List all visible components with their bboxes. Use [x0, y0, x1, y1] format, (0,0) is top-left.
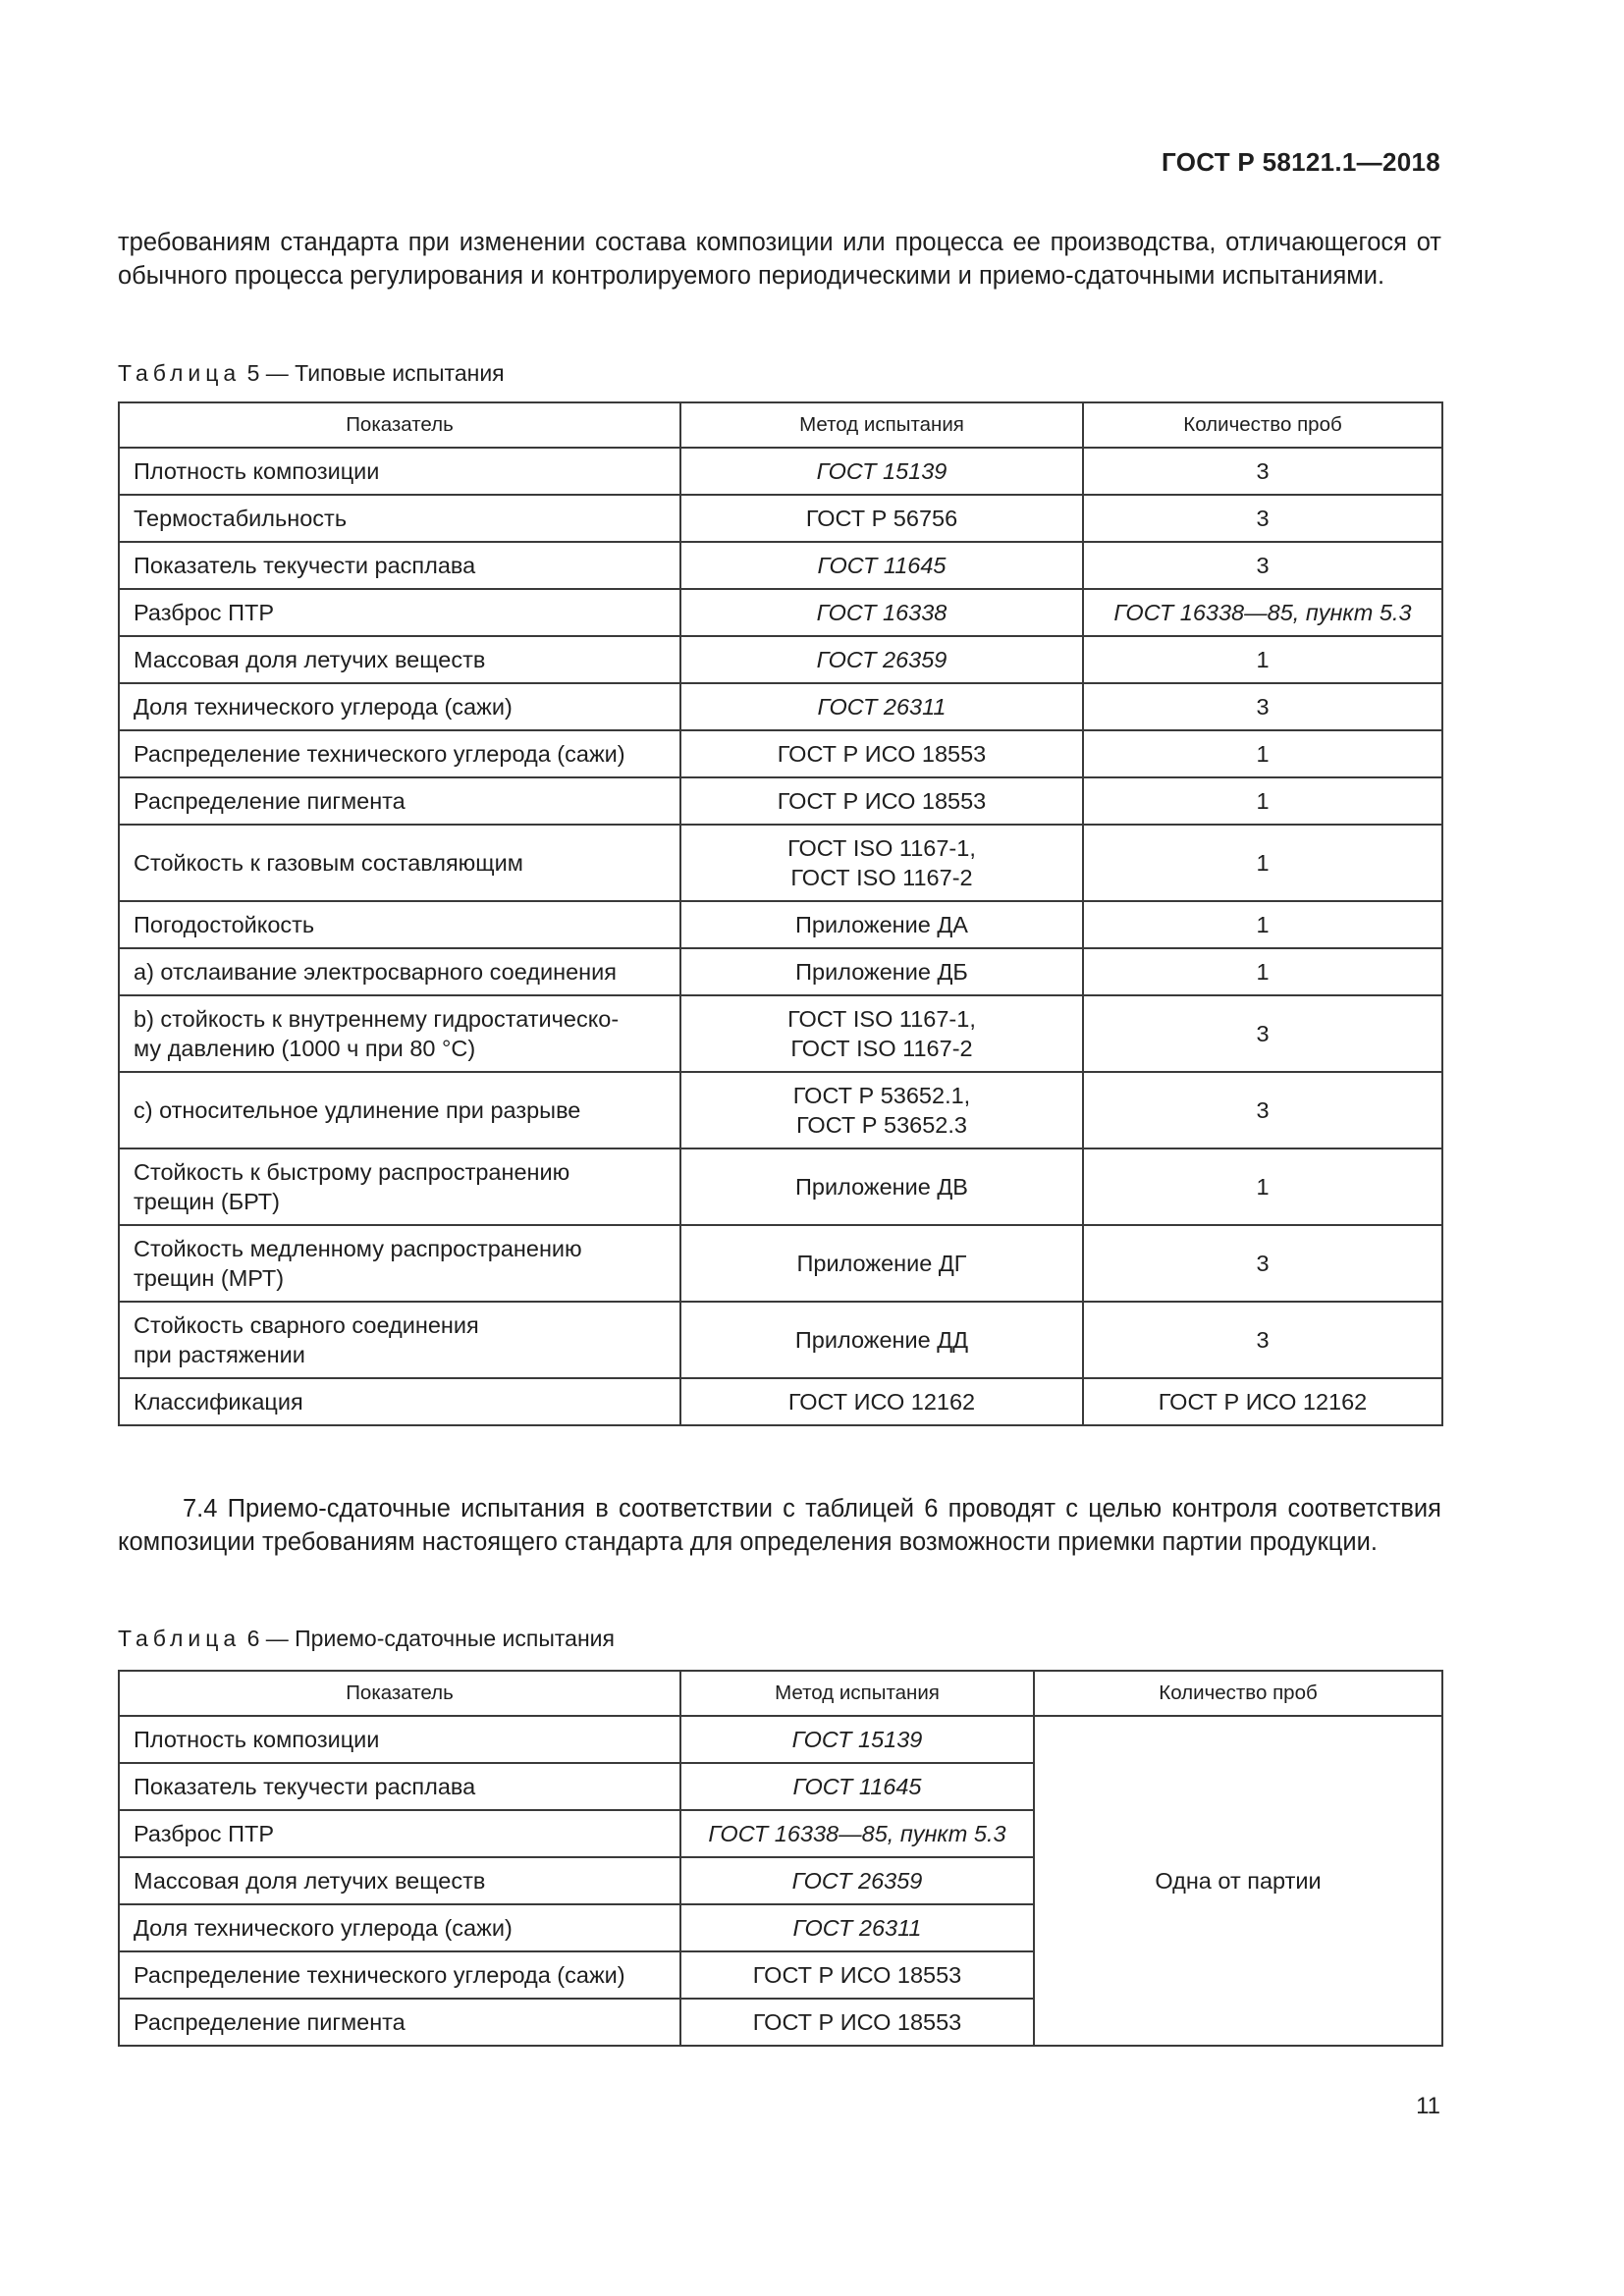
method-cell: Приложение ДБ — [680, 948, 1083, 995]
count-cell: 3 — [1083, 448, 1442, 495]
table6-header-indicator: Показатель — [119, 1671, 680, 1716]
table6-caption-word: Таблица — [118, 1626, 242, 1651]
table-row — [119, 683, 1442, 730]
table-row — [119, 777, 1442, 825]
table6-header-method: Метод испытания — [680, 1671, 1034, 1716]
indicator-cell: Распределение технического углерода (сажи) — [119, 1951, 680, 1999]
method-cell: ГОСТ ИСО 12162 — [680, 1378, 1083, 1425]
table5-header-method: Метод испытания — [680, 402, 1083, 448]
method-cell: ГОСТ 26359 — [680, 636, 1083, 683]
table-row — [119, 948, 1442, 995]
indicator-line: при растяжении — [134, 1342, 305, 1367]
indicator-line: Стойкость сварного соединения — [134, 1312, 479, 1338]
method-cell: ГОСТ 15139 — [680, 1716, 1034, 1763]
indicator-cell: Распределение пигмента — [119, 777, 680, 825]
method-line: ГОСТ Р 53652.1, — [792, 1083, 971, 1108]
count-cell: 3 — [1083, 995, 1442, 1072]
indicator-cell: а) отслаивание электросварного соединения — [119, 948, 680, 995]
table-row — [119, 495, 1442, 542]
indicator-cell — [119, 1225, 680, 1302]
count-cell: 3 — [1083, 1225, 1442, 1302]
table5-caption-title: 5 — Типовые испытания — [241, 360, 505, 386]
indicator-line: Стойкость медленному распространению — [134, 1236, 582, 1261]
method-line: ГОСТ ISO 1167-1, — [787, 1006, 976, 1032]
indicator-cell: Показатель текучести расплава — [119, 542, 680, 589]
indicator-cell: Классификация — [119, 1378, 680, 1425]
table-row — [119, 901, 1442, 948]
indicator-cell: Показатель текучести расплава — [119, 1763, 680, 1810]
method-cell: Приложение ДД — [680, 1302, 1083, 1378]
count-cell: 1 — [1083, 948, 1442, 995]
method-cell: ГОСТ Р ИСО 18553 — [680, 1951, 1034, 1999]
table5-caption — [118, 360, 505, 387]
table-row — [119, 589, 1442, 636]
count-cell: 1 — [1083, 825, 1442, 901]
method-cell: Приложение ДГ — [680, 1225, 1083, 1302]
table5-header-count: Количество проб — [1083, 402, 1442, 448]
indicator-cell: Распределение технического углерода (сажи) — [119, 730, 680, 777]
table5-caption-word: Таблица — [118, 360, 242, 386]
count-cell: ГОСТ 16338—85, пункт 5.3 — [1083, 589, 1442, 636]
indicator-cell: Распределение пигмента — [119, 1999, 680, 2046]
method-line: ГОСТ ISO 1167-1, — [787, 835, 976, 861]
method-cell: ГОСТ Р ИСО 18553 — [680, 1999, 1034, 2046]
count-cell: 3 — [1083, 542, 1442, 589]
indicator-line: му давлению (1000 ч при 80 °С) — [134, 1036, 476, 1061]
table6-caption — [118, 1626, 615, 1652]
method-cell: ГОСТ 26359 — [680, 1857, 1034, 1904]
indicator-line: трещин (МРТ) — [134, 1265, 285, 1291]
table6-caption-title: 6 — Приемо-сдаточные испытания — [241, 1626, 615, 1651]
indicator-cell: Плотность композиции — [119, 1716, 680, 1763]
method-cell — [680, 825, 1083, 901]
indicator-cell: Погодостойкость — [119, 901, 680, 948]
indicator-cell: Массовая доля летучих веществ — [119, 636, 680, 683]
table-row — [119, 730, 1442, 777]
table6-header-row — [119, 1671, 1442, 1716]
indicator-cell: Разброс ПТР — [119, 1810, 680, 1857]
table5 — [118, 401, 1443, 1426]
count-cell: 1 — [1083, 1148, 1442, 1225]
table-row — [119, 636, 1442, 683]
count-cell: ГОСТ Р ИСО 12162 — [1083, 1378, 1442, 1425]
indicator-cell: Доля технического углерода (сажи) — [119, 1904, 680, 1951]
method-cell: ГОСТ 11645 — [680, 542, 1083, 589]
table-row — [119, 1716, 1442, 1763]
method-cell: ГОСТ 15139 — [680, 448, 1083, 495]
table-row — [119, 1072, 1442, 1148]
count-cell: 1 — [1083, 730, 1442, 777]
method-cell: ГОСТ Р ИСО 18553 — [680, 777, 1083, 825]
indicator-cell — [119, 1148, 680, 1225]
paragraph-continuation: требованиям стандарта при изменении состава композиции или процесса ее производства, отличающегося от обычного процесса регулирования и контролируемого периодическими и приемо-сдаточными испытаниями. — [118, 229, 1441, 290]
table-row — [119, 542, 1442, 589]
table-row — [119, 825, 1442, 901]
count-merged-cell: Одна от партии — [1034, 1716, 1442, 2046]
indicator-cell: Плотность композиции — [119, 448, 680, 495]
count-cell: 3 — [1083, 495, 1442, 542]
indicator-cell — [119, 1302, 680, 1378]
indicator-cell: с) относительное удлинение при разрыве — [119, 1072, 680, 1148]
count-cell: 3 — [1083, 1072, 1442, 1148]
indicator-line: трещин (БРТ) — [134, 1189, 280, 1214]
method-line: ГОСТ Р 53652.3 — [796, 1112, 967, 1138]
table5-header-row — [119, 402, 1442, 448]
method-cell: ГОСТ Р 56756 — [680, 495, 1083, 542]
method-cell: Приложение ДВ — [680, 1148, 1083, 1225]
table-row — [119, 1378, 1442, 1425]
page-number: 11 — [1416, 2093, 1440, 2119]
indicator-cell: Массовая доля летучих веществ — [119, 1857, 680, 1904]
method-cell: ГОСТ 26311 — [680, 683, 1083, 730]
method-line: ГОСТ ISO 1167-2 — [790, 865, 973, 890]
section-7-4-paragraph: 7.4 Приемо-сдаточные испытания в соответствии с таблицей 6 проводят с целью контроля соответствия композиции требованиям настоящего стандарта для определения возможности приемки партии продукции. — [118, 1495, 1441, 1556]
indicator-cell: Разброс ПТР — [119, 589, 680, 636]
table-row — [119, 1148, 1442, 1225]
method-line: ГОСТ ISO 1167-2 — [790, 1036, 973, 1061]
method-cell: Приложение ДА — [680, 901, 1083, 948]
count-cell: 1 — [1083, 901, 1442, 948]
count-cell: 1 — [1083, 636, 1442, 683]
count-cell: 3 — [1083, 1302, 1442, 1378]
count-cell: 3 — [1083, 683, 1442, 730]
indicator-cell: Доля технического углерода (сажи) — [119, 683, 680, 730]
indicator-line: b) стойкость к внутреннему гидростатическо- — [134, 1006, 620, 1032]
indicator-line: Стойкость к быстрому распространению — [134, 1159, 570, 1185]
method-cell: ГОСТ 16338 — [680, 589, 1083, 636]
method-cell: ГОСТ 26311 — [680, 1904, 1034, 1951]
method-cell: ГОСТ Р ИСО 18553 — [680, 730, 1083, 777]
table-row — [119, 448, 1442, 495]
table5-header-indicator: Показатель — [119, 402, 680, 448]
indicator-cell: Термостабильность — [119, 495, 680, 542]
table-row — [119, 1225, 1442, 1302]
table-row — [119, 1302, 1442, 1378]
table-row — [119, 995, 1442, 1072]
document-id: ГОСТ Р 58121.1—2018 — [1162, 147, 1440, 177]
method-cell — [680, 1072, 1083, 1148]
method-cell — [680, 995, 1083, 1072]
indicator-cell: Стойкость к газовым составляющим — [119, 825, 680, 901]
method-cell: ГОСТ 11645 — [680, 1763, 1034, 1810]
count-cell: 1 — [1083, 777, 1442, 825]
table6 — [118, 1670, 1443, 2047]
method-cell: ГОСТ 16338—85, пункт 5.3 — [680, 1810, 1034, 1857]
indicator-cell — [119, 995, 680, 1072]
table6-header-count: Количество проб — [1034, 1671, 1442, 1716]
